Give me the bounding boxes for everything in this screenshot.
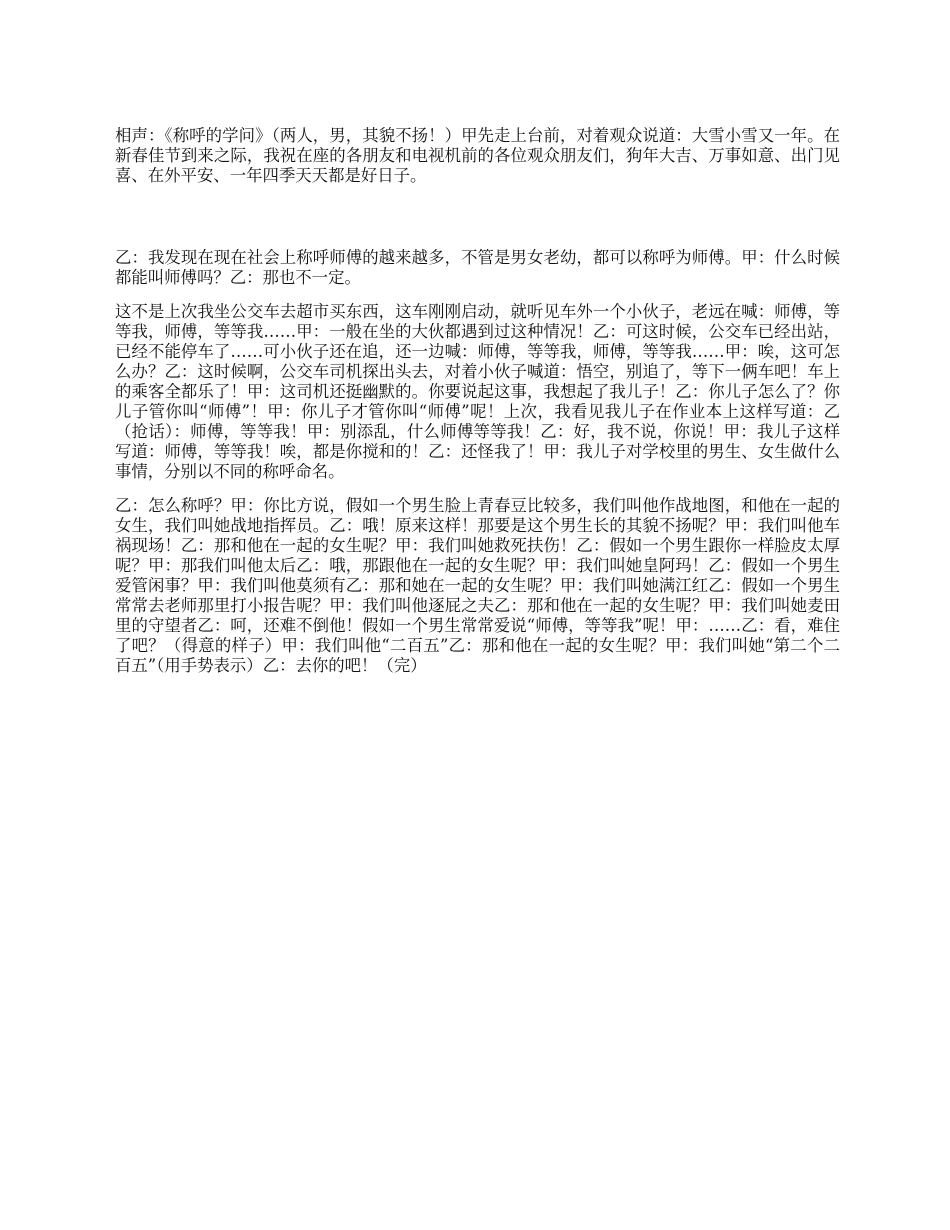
document-body	[115, 126, 840, 676]
paragraph-nicknames: 乙：怎么称呼？甲：你比方说，假如一个男生脸上青春豆比较多，我们叫他作战地图，和他在一起的女生，我们叫她战地指挥员。乙：哦！原来这样！那要是这个男生长的其貌不扬呢？甲：我们叫他车祸现场！乙：那和他在一起的女生呢？甲：我们叫她救死扶伤！乙：假如一个男生跟你一样脸皮太厚呢？甲：那我们叫他太后乙：哦，那跟他在一起的女生呢？甲：我们叫她皇阿玛！乙：假如一个男生爱管闲事？甲：我们叫他莫须有乙：那和她在一起的女生呢？甲：我们叫她满江红乙：假如一个男生常常去老师那里打小报告呢？甲：我们叫他逐屁之夫乙：那和他在一起的女生呢？甲：我们叫她麦田里的守望者乙：呵，还难不倒他！假如一个男生常常爱说“师傅，等等我”呢！甲：……乙：看，难住了吧？（得意的样子）甲：我们叫他“二百五”乙：那和他在一起的女生呢？甲：我们叫她“第二个二百五”（用手势表示）乙：去你的吧！（完）	[115, 496, 840, 675]
paragraph-dialogue-opening: 乙：我发现在现在社会上称呼师傅的越来越多，不管是男女老幼，都可以称呼为师傅。甲：什么时候都能叫师傅吗？乙：那也不一定。	[115, 248, 840, 287]
paragraph-bus-story: 这不是上次我坐公交车去超市买东西，这车刚刚启动，就听见车外一个小伙子，老远在喊：师傅，等等我，师傅，等等我……甲：一般在坐的大伙都遇到过这种情况！乙：可这时候，公交车已经出站，已经不能停车了……可小伙子还在追，还一边喊：师傅，等等我，师傅，等等我……甲：唉，这可怎么办？乙：这时候啊，公交车司机探出头去，对着小伙子喊道：悟空，别追了，等下一俩车吧！车上的乘客全都乐了！甲：这司机还挺幽默的。你要说起这事，我想起了我儿子！乙：你儿子怎么了？你儿子管你叫“师傅”！甲：你儿子才管你叫“师傅”呢！上次，我看见我儿子在作业本上这样写道：乙（抢话）：师傅，等等我！甲：别添乱，什么师傅等等我！乙：好，我不说，你说！甲：我儿子这样写道：师傅，等等我！唉，都是你搅和的！乙：还怪我了！甲：我儿子对学校里的男生、女生做什么事情，分别以不同的称呼命名。	[115, 302, 840, 481]
paragraph-intro: 相声：《称呼的学问》（两人，男，其貌不扬！）甲先走上台前，对着观众说道：大雪小雪又一年。在新春佳节到来之际，我祝在座的各朋友和电视机前的各位观众朋友们，狗年大吉、万事如意、出门见喜、在外平安、一年四季天天都是好日子。	[115, 126, 840, 185]
